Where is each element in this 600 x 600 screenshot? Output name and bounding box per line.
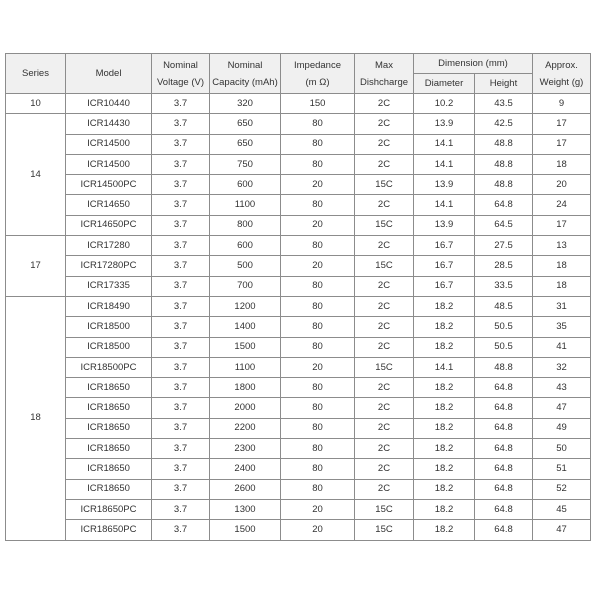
model-cell: ICR17280 [66,236,152,256]
header-discharge-line1: Max [375,59,393,71]
diameter-cell: 18.2 [414,499,475,519]
height-cell: 43.5 [475,94,533,114]
voltage-cell: 3.7 [152,479,210,499]
header-voltage-line1: Nominal [163,59,198,71]
discharge-cell: 2C [355,154,414,174]
diameter-cell: 18.2 [414,459,475,479]
diameter-cell: 18.2 [414,317,475,337]
model-cell: ICR14500 [66,134,152,154]
capacity-cell: 2600 [210,479,281,499]
height-cell: 48.8 [475,134,533,154]
capacity-cell: 1100 [210,195,281,215]
impedance-cell: 20 [281,175,355,195]
discharge-cell: 2C [355,236,414,256]
discharge-cell: 2C [355,296,414,316]
header-diameter: Diameter [414,74,475,94]
model-cell: ICR18650PC [66,499,152,519]
diameter-cell: 14.1 [414,357,475,377]
header-capacity-line1: Nominal [227,59,263,71]
voltage-cell: 3.7 [152,236,210,256]
diameter-cell: 16.7 [414,276,475,296]
capacity-cell: 650 [210,114,281,134]
header-weight [533,54,591,94]
capacity-cell: 1800 [210,378,281,398]
impedance-cell: 80 [281,439,355,459]
capacity-cell: 1300 [210,499,281,519]
weight-cell: 47 [533,520,591,540]
discharge-cell: 2C [355,459,414,479]
impedance-cell: 20 [281,215,355,235]
weight-cell: 51 [533,459,591,479]
capacity-cell: 650 [210,134,281,154]
table-row [6,418,591,438]
weight-cell: 17 [533,215,591,235]
table-row [6,439,591,459]
capacity-cell: 700 [210,276,281,296]
impedance-cell: 80 [281,459,355,479]
diameter-cell: 18.2 [414,337,475,357]
voltage-cell: 3.7 [152,499,210,519]
diameter-cell: 16.7 [414,236,475,256]
voltage-cell: 3.7 [152,378,210,398]
discharge-cell: 2C [355,337,414,357]
impedance-cell: 80 [281,418,355,438]
height-cell: 50.5 [475,317,533,337]
discharge-cell: 2C [355,479,414,499]
table-row [6,499,591,519]
capacity-cell: 1100 [210,357,281,377]
voltage-cell: 3.7 [152,337,210,357]
diameter-cell: 18.2 [414,520,475,540]
model-cell: ICR18500 [66,317,152,337]
voltage-cell: 3.7 [152,418,210,438]
voltage-cell: 3.7 [152,114,210,134]
capacity-cell: 2400 [210,459,281,479]
capacity-cell: 600 [210,236,281,256]
table-row [6,134,591,154]
voltage-cell: 3.7 [152,175,210,195]
header-capacity-line2: Capacity (mAh) [212,76,278,88]
model-cell: ICR14650PC [66,215,152,235]
table-row [6,276,591,296]
impedance-cell: 80 [281,276,355,296]
capacity-cell: 750 [210,154,281,174]
height-cell: 64.8 [475,479,533,499]
diameter-cell: 14.1 [414,195,475,215]
capacity-cell: 1400 [210,317,281,337]
table-row [6,459,591,479]
weight-cell: 50 [533,439,591,459]
voltage-cell: 3.7 [152,439,210,459]
discharge-cell: 15C [355,215,414,235]
header-impedance-line1: Impedance [293,59,341,71]
weight-cell: 18 [533,256,591,276]
height-cell: 64.8 [475,418,533,438]
discharge-cell: 15C [355,520,414,540]
header-capacity [210,54,281,94]
diameter-cell: 18.2 [414,418,475,438]
height-cell: 48.8 [475,357,533,377]
capacity-cell: 1200 [210,296,281,316]
impedance-cell: 20 [281,499,355,519]
model-cell: ICR18650 [66,439,152,459]
discharge-cell: 2C [355,276,414,296]
header-voltage-line2: Voltage (V) [157,76,204,88]
table-row [6,175,591,195]
diameter-cell: 13.9 [414,215,475,235]
discharge-cell: 2C [355,195,414,215]
diameter-cell: 18.2 [414,378,475,398]
table-row [6,215,591,235]
impedance-cell: 20 [281,520,355,540]
discharge-cell: 15C [355,357,414,377]
model-cell: ICR18650 [66,398,152,418]
weight-cell: 43 [533,378,591,398]
table-row [6,398,591,418]
weight-cell: 32 [533,357,591,377]
capacity-cell: 1500 [210,337,281,357]
weight-cell: 20 [533,175,591,195]
height-cell: 64.8 [475,195,533,215]
header-weight-line1: Approx. [545,59,578,71]
table-row [6,94,591,114]
model-cell: ICR18650PC [66,520,152,540]
table-row [6,154,591,174]
weight-cell: 17 [533,134,591,154]
table-row [6,317,591,337]
height-cell: 64.8 [475,398,533,418]
capacity-cell: 320 [210,94,281,114]
voltage-cell: 3.7 [152,520,210,540]
series-cell: 17 [6,236,66,297]
header-discharge-line2: Dishcharge [359,76,409,88]
table-row [6,114,591,134]
discharge-cell: 2C [355,114,414,134]
impedance-cell: 20 [281,256,355,276]
discharge-cell: 2C [355,378,414,398]
voltage-cell: 3.7 [152,215,210,235]
model-cell: ICR10440 [66,94,152,114]
table-row [6,479,591,499]
capacity-cell: 2200 [210,418,281,438]
table-row [6,357,591,377]
model-cell: ICR14650 [66,195,152,215]
voltage-cell: 3.7 [152,296,210,316]
table-row [6,378,591,398]
impedance-cell: 80 [281,296,355,316]
header-model: Model [66,54,152,94]
impedance-cell: 80 [281,114,355,134]
weight-cell: 13 [533,236,591,256]
capacity-cell: 1500 [210,520,281,540]
model-cell: ICR14500 [66,154,152,174]
diameter-cell: 18.2 [414,439,475,459]
capacity-cell: 800 [210,215,281,235]
diameter-cell: 13.9 [414,175,475,195]
weight-cell: 35 [533,317,591,337]
model-cell: ICR18650 [66,378,152,398]
model-cell: ICR18490 [66,296,152,316]
discharge-cell: 2C [355,439,414,459]
battery-spec-table-container [5,53,591,541]
model-cell: ICR14430 [66,114,152,134]
voltage-cell: 3.7 [152,276,210,296]
capacity-cell: 500 [210,256,281,276]
table-row [6,256,591,276]
table-row [6,296,591,316]
impedance-cell: 80 [281,398,355,418]
table-row [6,195,591,215]
header-height: Height [475,74,533,94]
weight-cell: 41 [533,337,591,357]
height-cell: 50.5 [475,337,533,357]
discharge-cell: 15C [355,175,414,195]
model-cell: ICR18650 [66,479,152,499]
impedance-cell: 80 [281,479,355,499]
model-cell: ICR18500PC [66,357,152,377]
battery-spec-table [5,53,591,541]
height-cell: 64.8 [475,520,533,540]
impedance-cell: 150 [281,94,355,114]
discharge-cell: 2C [355,317,414,337]
header-voltage [152,54,210,94]
impedance-cell: 80 [281,154,355,174]
weight-cell: 18 [533,276,591,296]
table-header [6,54,591,94]
diameter-cell: 16.7 [414,256,475,276]
voltage-cell: 3.7 [152,357,210,377]
discharge-cell: 15C [355,499,414,519]
voltage-cell: 3.7 [152,154,210,174]
impedance-cell: 80 [281,378,355,398]
table-row [6,520,591,540]
weight-cell: 18 [533,154,591,174]
diameter-cell: 18.2 [414,479,475,499]
height-cell: 42.5 [475,114,533,134]
discharge-cell: 2C [355,94,414,114]
header-series: Series [6,54,66,94]
diameter-cell: 13.9 [414,114,475,134]
weight-cell: 49 [533,418,591,438]
voltage-cell: 3.7 [152,94,210,114]
diameter-cell: 14.1 [414,154,475,174]
table-row [6,337,591,357]
voltage-cell: 3.7 [152,317,210,337]
discharge-cell: 15C [355,256,414,276]
model-cell: ICR18650 [66,459,152,479]
series-cell: 10 [6,94,66,114]
weight-cell: 31 [533,296,591,316]
capacity-cell: 600 [210,175,281,195]
header-weight-line2: Weight (g) [539,76,584,88]
series-cell: 18 [6,296,66,540]
header-dimension: Dimension (mm) [414,54,533,74]
impedance-cell: 80 [281,134,355,154]
series-cell: 14 [6,114,66,236]
impedance-cell: 80 [281,337,355,357]
height-cell: 28.5 [475,256,533,276]
weight-cell: 47 [533,398,591,418]
header-impedance-line2: (m Ω) [305,76,330,88]
height-cell: 64.8 [475,459,533,479]
voltage-cell: 3.7 [152,134,210,154]
height-cell: 64.5 [475,215,533,235]
weight-cell: 17 [533,114,591,134]
voltage-cell: 3.7 [152,459,210,479]
height-cell: 48.5 [475,296,533,316]
height-cell: 64.8 [475,499,533,519]
table-body [6,94,591,541]
discharge-cell: 2C [355,134,414,154]
height-cell: 48.8 [475,154,533,174]
diameter-cell: 18.2 [414,398,475,418]
discharge-cell: 2C [355,398,414,418]
model-cell: ICR18650 [66,418,152,438]
discharge-cell: 2C [355,418,414,438]
voltage-cell: 3.7 [152,398,210,418]
impedance-cell: 80 [281,236,355,256]
weight-cell: 52 [533,479,591,499]
height-cell: 33.5 [475,276,533,296]
weight-cell: 45 [533,499,591,519]
impedance-cell: 80 [281,317,355,337]
model-cell: ICR14500PC [66,175,152,195]
weight-cell: 24 [533,195,591,215]
table-row [6,236,591,256]
diameter-cell: 10.2 [414,94,475,114]
diameter-cell: 14.1 [414,134,475,154]
height-cell: 64.8 [475,378,533,398]
impedance-cell: 20 [281,357,355,377]
capacity-cell: 2300 [210,439,281,459]
model-cell: ICR18500 [66,337,152,357]
height-cell: 48.8 [475,175,533,195]
height-cell: 27.5 [475,236,533,256]
impedance-cell: 80 [281,195,355,215]
model-cell: ICR17280PC [66,256,152,276]
weight-cell: 9 [533,94,591,114]
header-impedance [281,54,355,94]
header-discharge [355,54,414,94]
model-cell: ICR17335 [66,276,152,296]
voltage-cell: 3.7 [152,195,210,215]
capacity-cell: 2000 [210,398,281,418]
height-cell: 64.8 [475,439,533,459]
diameter-cell: 18.2 [414,296,475,316]
voltage-cell: 3.7 [152,256,210,276]
